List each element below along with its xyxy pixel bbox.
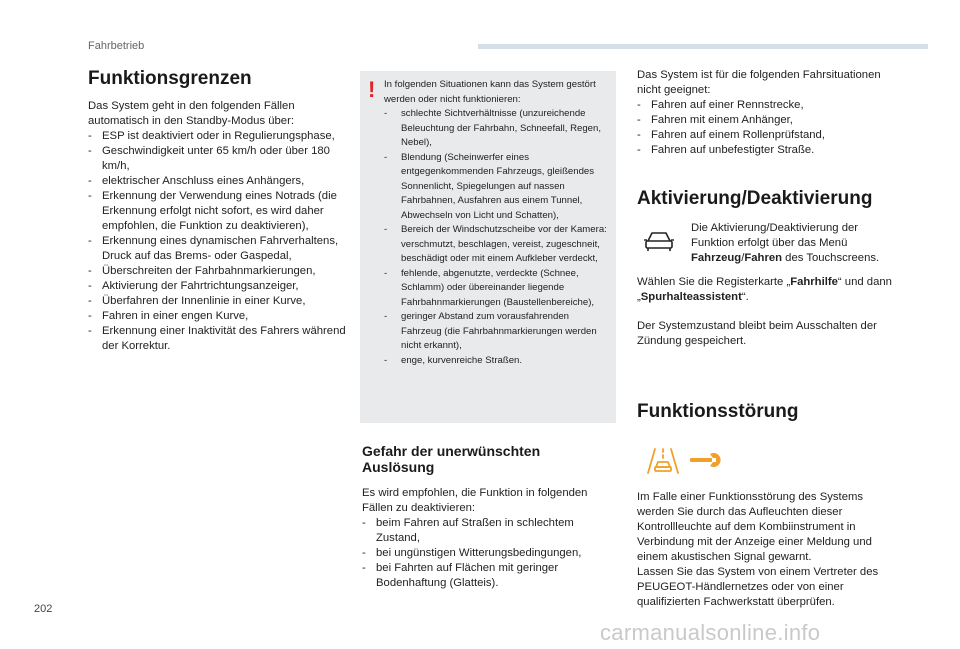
activation-state-text: Der Systemzustand bleibt beim Ausschalten der Zündung gespeichert. xyxy=(637,320,877,347)
wrench-icon xyxy=(686,451,722,469)
funktionsgrenzen-title: Funktionsgrenzen xyxy=(88,68,252,89)
list-item: - Bereich der Windschutzscheibe vor der Kamera: verschmutzt, beschlagen, vereist, zugeschneit, beschädigt oder mit einem Aufkleber verdeckt, xyxy=(384,223,610,267)
malfunction-title: Funktionsstörung xyxy=(637,401,799,422)
malfunction-text-1: Im Falle einer Funktionsstörung des Systems werden Sie durch das Aufleuchten dieser Kontrollleuchte auf dem Kombiinstrument in Verbindung mit der Anzeige einer Meldung und einem akustischen Signal gewarnt. xyxy=(637,491,872,563)
activation-menu-text xyxy=(691,221,891,266)
section-label: Fahrbetrieb xyxy=(88,40,145,52)
warning-box xyxy=(360,71,616,423)
funktionsgrenzen-intro: Das System geht in den folgenden Fällen automatisch in den Standby-Modus über: xyxy=(88,100,295,127)
list-item: - bei ungünstigen Witterungsbedingungen, xyxy=(362,546,612,561)
list-item: - Erkennung eines dynamischen Fahrverhaltens, Druck auf das Brems- oder Gaspedal, xyxy=(88,234,348,264)
select-text-1: Wählen Sie die Registerkarte „ xyxy=(637,276,791,288)
unwanted-list xyxy=(362,516,612,591)
page-number: 202 xyxy=(34,603,53,615)
list-item: - geringer Abstand zum vorausfahrenden Fahrzeug (die Fahrbahnmarkierungen werden nicht erkannt), xyxy=(384,310,610,354)
warning-icon: ! xyxy=(368,77,376,102)
watermark: carmanualsonline.info xyxy=(600,620,821,645)
funktionsgrenzen-list xyxy=(88,129,348,354)
tab-spurhalteassistent: Spurhalteassistent xyxy=(640,291,742,303)
list-item: - enge, kurvenreiche Straßen. xyxy=(384,354,610,369)
list-item: - fehlende, abgenutzte, verdeckte (Schnee, Schlamm) oder übereinander liegende Fahrbahnmarkierungen (Baustellenbereiche), xyxy=(384,267,610,311)
list-item: - Geschwindigkeit unter 65 km/h oder über 180 km/h, xyxy=(88,144,348,174)
list-item: - schlechte Sichtverhältnisse (unzureichende Beleuchtung der Fahrbahn, Schneefall, Regen, Nebel), xyxy=(384,107,610,151)
list-item: - Überschreiten der Fahrbahnmarkierungen, xyxy=(88,264,348,279)
activation-text-1: Die Aktivierung/Deaktivierung der Funktion erfolgt über das Menü xyxy=(691,222,859,249)
malfunction-body xyxy=(637,490,893,610)
list-item: - Überfahren der Innenlinie in einer Kurve, xyxy=(88,294,348,309)
select-text-3: “. xyxy=(741,291,749,303)
unsuitable-intro: Das System ist für die folgenden Fahrsituationen nicht geeignet: xyxy=(637,69,881,96)
header-bar xyxy=(478,44,928,49)
warning-intro: In folgenden Situationen kann das System gestört werden oder nicht funktionieren: xyxy=(384,79,596,105)
unwanted-body xyxy=(362,486,612,591)
malfunction-text-2: Lassen Sie das System von einem Vertreter des PEUGEOT-Händlernetzes oder von einer qualifizierten Fachwerkstatt überprüfen. xyxy=(637,566,879,608)
unsuitable-body xyxy=(637,68,897,158)
list-item: - Fahren in einer engen Kurve, xyxy=(88,309,348,324)
car-menu-icon xyxy=(641,228,677,254)
unsuitable-list xyxy=(637,98,897,158)
list-item: - beim Fahren auf Straßen in schlechtem Zustand, xyxy=(362,516,612,546)
menu-path-vehicle: Fahrzeug xyxy=(691,252,742,264)
tab-fahrhilfe: Fahrhilfe xyxy=(790,276,838,288)
activation-title: Aktivierung/Deaktivierung xyxy=(637,188,873,209)
list-item: - Erkennung der Verwendung eines Notrads (die Erkennung erfolgt nicht sofort, es wird daher empfohlen, die Funktion zu deaktivieren), xyxy=(88,189,348,234)
list-item: - Erkennung einer Inaktivität des Fahrers während der Korrektur. xyxy=(88,324,348,354)
list-item: - Fahren auf unbefestigter Straße. xyxy=(637,143,897,158)
funktionsgrenzen-body xyxy=(88,99,348,354)
activation-select-text xyxy=(637,275,893,305)
warning-text xyxy=(384,78,610,368)
list-item: - Blendung (Scheinwerfer eines entgegenkommenden Fahrzeugs, gleißendes Sonnenlicht, Spiegelungen auf nassen Fahrbahnen, Ausfahren aus einem Tunnel, Abwechseln von Licht und Schatten), xyxy=(384,151,610,224)
select-text-2: “ und dann „ xyxy=(637,276,892,303)
unwanted-intro: Es wird empfohlen, die Funktion in folgenden Fällen zu deaktivieren: xyxy=(362,487,588,514)
warning-list xyxy=(384,107,610,368)
list-item: - Fahren auf einem Rollenprüfstand, xyxy=(637,128,897,143)
list-item: - ESP ist deaktiviert oder in Regulierungsphase, xyxy=(88,129,348,144)
list-item: - bei Fahrten auf Flächen mit geringer Bodenhaftung (Glatteis). xyxy=(362,561,612,591)
lane-assist-warning-icon xyxy=(643,446,683,476)
list-item: - Aktivierung der Fahrtrichtungsanzeiger, xyxy=(88,279,348,294)
menu-path-driving: Fahren xyxy=(744,252,783,264)
list-item: - Fahren mit einem Anhänger, xyxy=(637,113,897,128)
list-item: - elektrischer Anschluss eines Anhängers, xyxy=(88,174,348,189)
unwanted-title: Gefahr der unerwünschten Auslösung xyxy=(362,443,541,475)
activation-text-2: des Touchscreens. xyxy=(782,252,880,264)
menu-path-slash: / xyxy=(741,252,745,264)
list-item: - Fahren auf einer Rennstrecke, xyxy=(637,98,897,113)
